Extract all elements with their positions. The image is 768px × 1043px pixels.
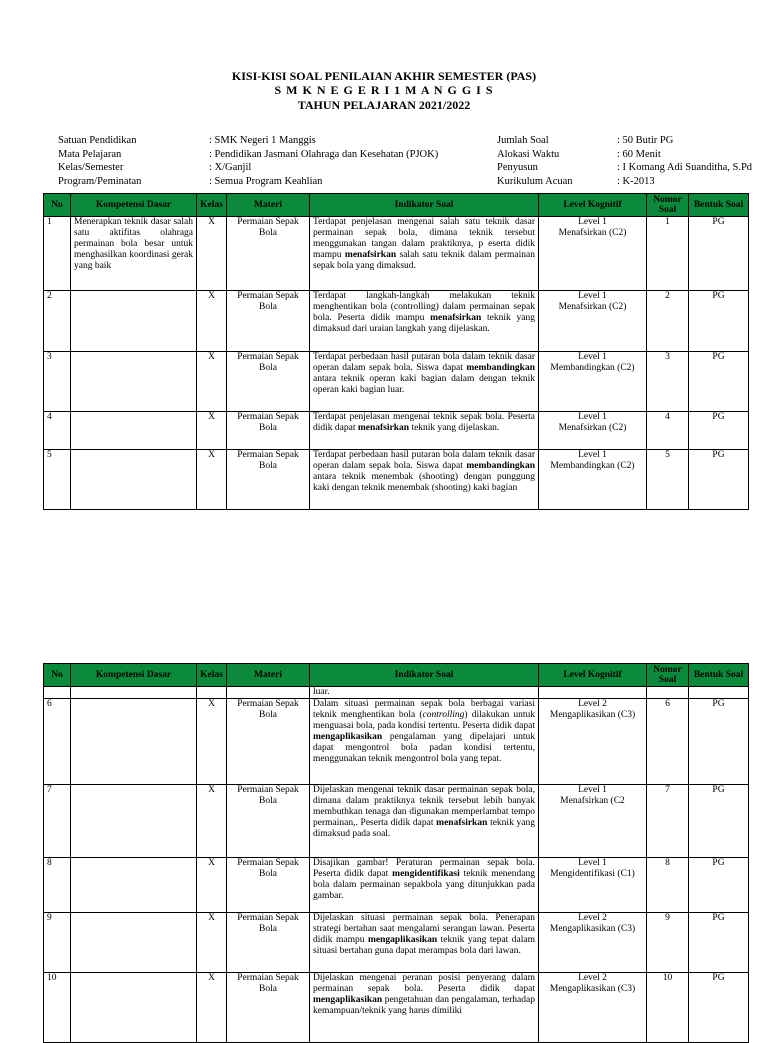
indikator-text: menafsirkan — [430, 313, 482, 323]
table-row — [44, 913, 749, 973]
indikator-text: Terdapat perbedaan hasil putaran bola dalam teknik dasar operan dalam sepak bola. Siswa dapat — [313, 450, 535, 471]
level-desc: Mengaplikasikan (C3) — [549, 984, 636, 994]
level-name: Level 2 — [578, 699, 607, 709]
meta-value: : Pendidikan Jasmani Olahraga dan Kesehatan (PJOK) — [209, 148, 439, 160]
meta-row — [497, 161, 752, 175]
empty-cell — [44, 687, 71, 699]
nomor-cell: 8 — [647, 858, 689, 913]
level-desc: Menafsirkan (C2 — [560, 796, 625, 806]
nomor-cell: 5 — [647, 450, 689, 510]
bentuk-cell: PG — [689, 785, 749, 858]
bentuk-cell: PG — [689, 973, 749, 1043]
indikator-text: mengaplikasikan — [368, 935, 438, 945]
meta-value: : 50 Butir PG — [617, 135, 674, 146]
level-desc: Menafsirkan (C2) — [558, 423, 627, 433]
header-kd: Kompetensi Dasar — [71, 194, 197, 217]
materi-cell: Permaian Sepak Bola — [227, 291, 310, 352]
kelas-cell: X — [197, 913, 227, 973]
bentuk-cell: PG — [689, 217, 749, 291]
meta-label: Alokasi Waktu — [497, 148, 560, 160]
empty-cell — [71, 687, 197, 699]
materi-cell: Permaian Sepak Bola — [227, 913, 310, 973]
indikator-text: Dijelaskan mengenai teknik dasar permainan sepak bola, dimana dalam praktiknya teknik tersebut lebih banyak membuthkan tenaga dan digunakan memperlambat tempo permainan,. Peserta didik dapat — [313, 785, 535, 828]
meta-right — [497, 134, 752, 188]
indikator-cell — [310, 973, 539, 1043]
kelas-cell: X — [197, 450, 227, 510]
indikator-text: Terdapat langkah-langkah melakukan teknik menghentikan bola (controlling) dalam permainan sepak bola. Peserta didik mampu — [313, 291, 535, 323]
nomor-cell: 10 — [647, 973, 689, 1043]
level-cell — [539, 785, 647, 858]
table-row — [44, 217, 749, 291]
header-indikator: Indikator Soal — [310, 194, 539, 217]
bentuk-cell: PG — [689, 450, 749, 510]
indikator-text: antara teknik operan kaki bagian dalam dengan teknik operan kaki bagian luar. — [313, 374, 535, 395]
header-nomor: Nomor Soal — [647, 664, 689, 687]
indikator-text: Terdapat penjelasan mengenai teknik sepak bola. Peserta didik dapat — [313, 412, 535, 433]
meta-value: : I Komang Adi Suanditha, S.Pd — [617, 162, 753, 173]
meta-label: Program/Peminatan — [58, 175, 142, 187]
indikator-cell — [310, 352, 539, 412]
meta-row — [58, 148, 438, 162]
indikator-text: pengetahuan dan pengalaman, terhadap kemampuan/teknik yang harus dimiliki — [313, 995, 535, 1016]
indikator-text: Terdapat penjelasan mengenai salah satu teknik dasar permainan sepak bola, dimana teknik tersebut menggunakan tangan dalam praktiknya, p eserta didik mampu — [313, 217, 535, 260]
level-desc: Menafsirkan (C2) — [558, 228, 627, 238]
grid-table-1 — [43, 193, 749, 510]
kelas-cell: X — [197, 412, 227, 450]
level-cell — [539, 858, 647, 913]
empty-cell — [647, 687, 689, 699]
indikator-cell — [310, 412, 539, 450]
header-bentuk: Bentuk Soal — [689, 664, 749, 687]
table-row — [44, 858, 749, 913]
level-desc: Mengaplikasikan (C3) — [549, 710, 636, 720]
meta-value: : 60 Menit — [617, 148, 661, 160]
empty-cell — [197, 687, 227, 699]
header-no: No — [44, 664, 71, 687]
nomor-cell: 9 — [647, 913, 689, 973]
meta-left — [58, 134, 438, 188]
kelas-cell: X — [197, 699, 227, 785]
no-cell: 8 — [44, 858, 71, 913]
no-cell: 1 — [44, 217, 71, 291]
indikator-text: teknik yang tepat dalam situasi bertahan guna dapat merampas bola dari lawan. — [313, 935, 535, 956]
table-row — [44, 973, 749, 1043]
materi-cell: Permaian Sepak Bola — [227, 352, 310, 412]
kelas-cell: X — [197, 858, 227, 913]
meta-row — [58, 134, 438, 148]
kelas-cell: X — [197, 973, 227, 1043]
kd-cell — [71, 291, 197, 352]
indikator-text: menafsirkan — [357, 423, 410, 433]
nomor-cell: 2 — [647, 291, 689, 352]
table-row — [44, 687, 749, 699]
meta-row — [497, 134, 752, 148]
level-name: Level 1 — [578, 858, 607, 868]
header-level: Level Kognitif — [539, 664, 647, 687]
bentuk-cell: PG — [689, 913, 749, 973]
indikator-text: teknik menendang bola dalam permainan sepakbola yang ditunjukkan pada gambar. — [313, 869, 535, 901]
bentuk-cell: PG — [689, 858, 749, 913]
table-row — [44, 412, 749, 450]
meta-value: : X/Ganjil — [209, 162, 252, 173]
indikator-cell — [310, 913, 539, 973]
header-kd: Kompetensi Dasar — [71, 664, 197, 687]
table-row — [44, 352, 749, 412]
materi-cell: Permaian Sepak Bola — [227, 412, 310, 450]
level-cell — [539, 450, 647, 510]
header-level: Level Kognitif — [539, 194, 647, 217]
indikator-text: Terdapat perbedaan hasil putaran bola dalam teknik dasar operan dalam sepak bola. Siswa dapat — [313, 352, 535, 373]
meta-row — [58, 161, 438, 175]
header-kelas: Kelas — [197, 664, 227, 687]
table-row — [44, 699, 749, 785]
level-cell — [539, 913, 647, 973]
bentuk-cell: PG — [689, 412, 749, 450]
indikator-cell: luar. — [310, 687, 539, 699]
meta-value: : K-2013 — [617, 175, 655, 187]
kelas-cell: X — [197, 352, 227, 412]
no-cell: 9 — [44, 913, 71, 973]
kd-cell — [71, 858, 197, 913]
level-name: Level 1 — [578, 785, 607, 795]
no-cell: 10 — [44, 973, 71, 1043]
materi-cell: Permaian Sepak Bola — [227, 858, 310, 913]
meta-label: Satuan Pendidikan — [58, 135, 137, 146]
indikator-cell — [310, 217, 539, 291]
level-desc: Membandingkan (C2) — [550, 363, 635, 373]
nomor-cell: 4 — [647, 412, 689, 450]
meta-label: Jumlah Soal — [497, 135, 549, 146]
level-name: Level 2 — [578, 973, 607, 983]
meta-row — [497, 148, 752, 162]
meta-row — [497, 175, 752, 189]
no-cell: 4 — [44, 412, 71, 450]
kelas-cell: X — [197, 217, 227, 291]
level-name: Level 1 — [578, 291, 607, 301]
meta-label: Kelas/Semester — [58, 162, 124, 173]
empty-cell — [227, 687, 310, 699]
level-desc: Menafsirkan (C2) — [558, 302, 627, 312]
header-materi: Materi — [227, 194, 310, 217]
indikator-text: membandingkan — [466, 363, 535, 373]
indikator-text: Disajikan gambar! Peraturan permainan sepak bola. Peserta didik dapat — [313, 858, 535, 879]
empty-cell — [689, 687, 749, 699]
meta-value: : SMK Negeri 1 Manggis — [209, 135, 316, 146]
materi-cell: Permaian Sepak Bola — [227, 699, 310, 785]
academic-year: TAHUN PELAJARAN 2021/2022 — [297, 98, 471, 112]
indikator-text: ) dilakukan untuk menguasai bola, pada kondisi tertentu. Peserta didik dapat — [313, 710, 535, 731]
materi-cell: Permaian Sepak Bola — [227, 785, 310, 858]
kd-cell — [71, 973, 197, 1043]
nomor-cell: 6 — [647, 699, 689, 785]
grid-table-2 — [43, 663, 749, 1043]
level-cell — [539, 973, 647, 1043]
header-row — [44, 194, 749, 217]
indikator-text: Dalam situasi permainan sepak bola berbagai variasi teknik menghentikan bola ( — [313, 699, 535, 720]
materi-cell: Permaian Sepak Bola — [227, 217, 310, 291]
level-name: Level 1 — [578, 352, 607, 362]
no-cell: 7 — [44, 785, 71, 858]
materi-cell: Permaian Sepak Bola — [227, 450, 310, 510]
meta-label: Kurikulum Acuan — [497, 175, 573, 187]
meta-label: Mata Pelajaran — [58, 148, 122, 160]
indikator-text: Dijelaskan mengenai peranan posisi penyerang dalam permainan sepak bola. Peserta didik dapat — [313, 973, 535, 994]
indikator-cell — [310, 785, 539, 858]
indikator-text: teknik yang dijelaskan. — [409, 423, 500, 433]
level-name: Level 1 — [578, 217, 607, 227]
indikator-cell — [310, 699, 539, 785]
indikator-cell — [310, 858, 539, 913]
no-cell: 5 — [44, 450, 71, 510]
meta-row — [58, 175, 438, 189]
meta-label: Penyusun — [497, 162, 538, 173]
level-desc: Membandingkan (C2) — [550, 461, 635, 471]
bentuk-cell: PG — [689, 291, 749, 352]
header-kelas: Kelas — [197, 194, 227, 217]
indikator-text: mengidentifikasi — [392, 869, 460, 879]
indikator-text: membandingkan — [466, 461, 535, 471]
indikator-text: menafsirkan — [344, 250, 397, 260]
nomor-cell: 3 — [647, 352, 689, 412]
kelas-cell: X — [197, 785, 227, 858]
indikator-cell — [310, 291, 539, 352]
header-no: No — [44, 194, 71, 217]
no-cell: 2 — [44, 291, 71, 352]
level-cell — [539, 217, 647, 291]
level-cell — [539, 352, 647, 412]
indikator-text: Dijelaskan situasi permainan sepak bola. Penerapan strategi bertahan saat mengalami serangan lawan. Peserta didik mampu — [313, 913, 535, 945]
school-name: S M K N E G E R I 1 M A N G G I S — [274, 83, 494, 97]
kd-cell: Menerapkan teknik dasar salah satu aktifitas olahraga permainan bola besar untuk menghasilkan koordinasi gerak yang baik — [71, 217, 197, 291]
level-cell — [539, 291, 647, 352]
kd-cell — [71, 412, 197, 450]
header-row — [44, 664, 749, 687]
meta-value: : Semua Program Keahlian — [209, 175, 323, 187]
no-cell: 3 — [44, 352, 71, 412]
header-bentuk: Bentuk Soal — [689, 194, 749, 217]
level-cell — [539, 699, 647, 785]
indikator-text: teknik yang dimaksud dari uraian langkah yang dijelaskan. — [313, 313, 535, 334]
level-name: Level 1 — [578, 412, 607, 422]
header-materi: Materi — [227, 664, 310, 687]
doc-title: KISI-KISI SOAL PENILAIAN AKHIR SEMESTER (PAS) — [231, 69, 537, 83]
table-row — [44, 450, 749, 510]
table-row — [44, 291, 749, 352]
indikator-text: pengalaman yang dipelajari untuk dapat mengontrol bola padan kondisi tertentu, menggunakan teknik mengontrol bola yang tepat. — [313, 732, 535, 764]
empty-cell — [539, 687, 647, 699]
indikator-text: salah satu teknik dalam permainan sepak bola yang dimaksud. — [313, 250, 535, 271]
indikator-text: mengaplikasikan — [313, 732, 383, 742]
indikator-text: mengaplikasikan — [313, 995, 383, 1005]
indikator-text: menafsirkan — [436, 818, 488, 828]
table-row — [44, 785, 749, 858]
kd-cell — [71, 913, 197, 973]
level-desc: Mengidentifikasi (C1) — [550, 869, 635, 879]
level-desc: Mengaplikasikan (C3) — [549, 924, 636, 934]
indikator-cell — [310, 450, 539, 510]
indikator-text: antara teknik menembak (shooting) dengan punggung kaki dengan teknik menembak (shooting) kaki bagian — [313, 472, 535, 493]
indikator-text: teknik yang dimaksud pada soal. — [313, 818, 535, 839]
level-name: Level 1 — [578, 450, 607, 460]
nomor-cell: 7 — [647, 785, 689, 858]
nomor-cell: 1 — [647, 217, 689, 291]
kd-cell — [71, 352, 197, 412]
materi-cell: Permaian Sepak Bola — [227, 973, 310, 1043]
kd-cell — [71, 450, 197, 510]
kd-cell — [71, 699, 197, 785]
indikator-text: controlling — [422, 710, 465, 720]
level-cell — [539, 412, 647, 450]
kelas-cell: X — [197, 291, 227, 352]
bentuk-cell: PG — [689, 699, 749, 785]
header-indikator: Indikator Soal — [310, 664, 539, 687]
level-name: Level 2 — [578, 913, 607, 923]
kd-cell — [71, 785, 197, 858]
no-cell: 6 — [44, 699, 71, 785]
header-nomor: Nomor Soal — [647, 194, 689, 217]
bentuk-cell: PG — [689, 352, 749, 412]
